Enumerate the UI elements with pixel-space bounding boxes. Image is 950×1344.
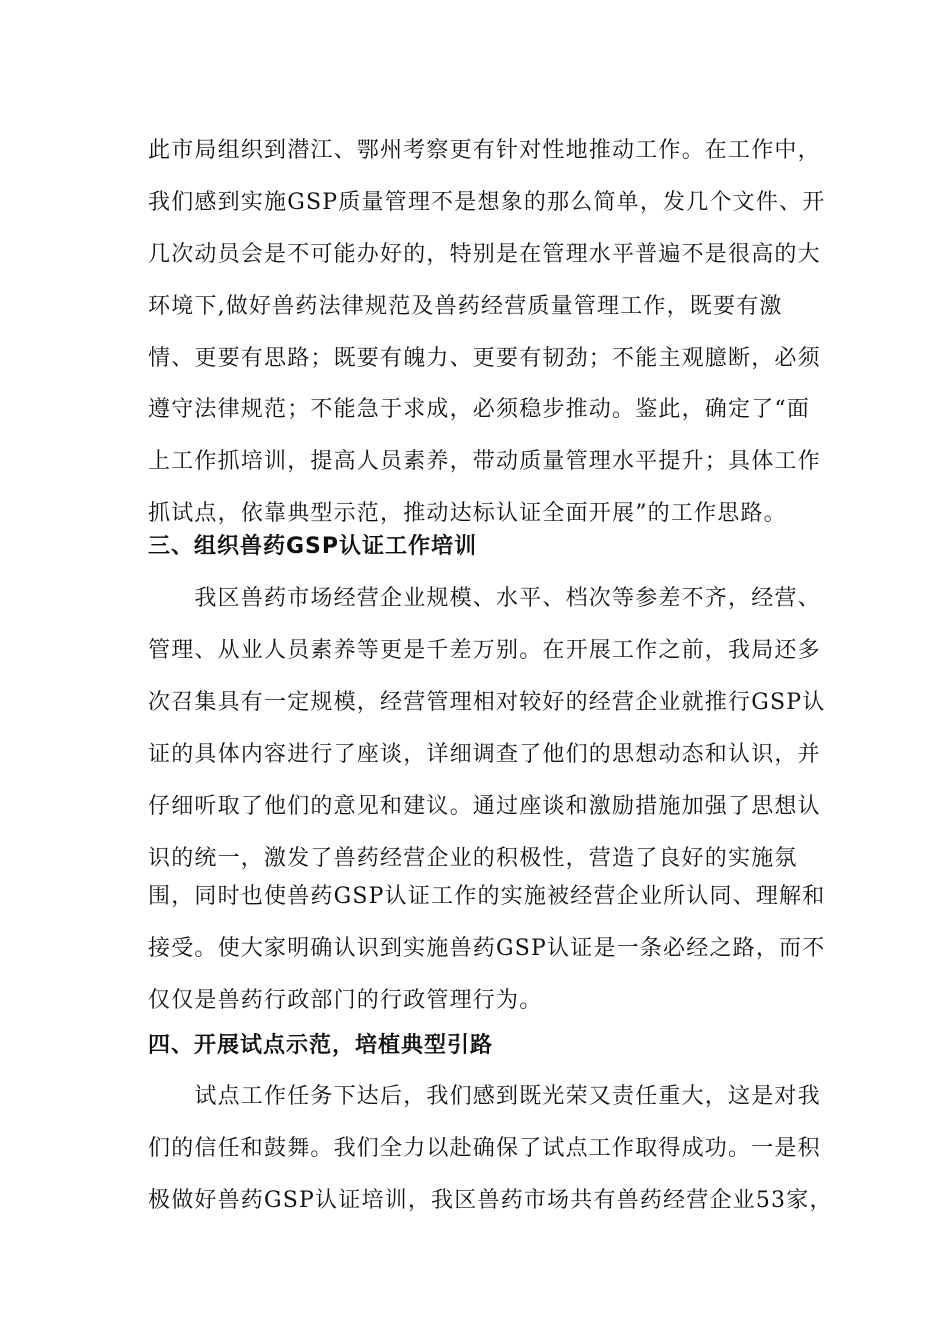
paragraph-line: 接受。使大家明确认识到实施兽药GSP认证是一条必经之路，而不 [148,936,826,961]
section-heading: 三、组织兽药GSP认证工作培训 [148,534,478,559]
paragraph-line: 试点工作任务下达后，我们感到既光荣又责任重大，这是对我 [148,1084,821,1109]
paragraph-line: 上工作抓培训，提高人员素养，带动质量管理水平提升；具体工作 [148,449,821,474]
paragraph-line: 管理、从业人员素养等更是千差万别。在开展工作之前，我局还多 [148,638,821,663]
paragraph-line: 围，同时也使兽药GSP认证工作的实施被经营企业所认同、理解和 [148,884,826,909]
paragraph-line: 们的信任和鼓舞。我们全力以赴确保了试点工作取得成功。一是积 [148,1136,821,1161]
paragraph-line: 我们感到实施GSP质量管理不是想象的那么简单，发几个文件、开 [148,190,826,215]
paragraph-line: 抓试点，依靠典型示范，推动达标认证全面开展”的工作思路。 [148,501,787,526]
paragraph-line: 仅仅是兽药行政部门的行政管理行为。 [148,988,543,1013]
paragraph-line: 极做好兽药GSP认证培训，我区兽药市场共有兽药经营企业53家， [148,1188,833,1213]
paragraph-line: 环境下,做好兽药法律规范及兽药经营质量管理工作，既要有激 [148,294,783,319]
paragraph-line: 次召集具有一定规模，经营管理相对较好的经营企业就推行GSP认 [148,690,826,715]
paragraph-line: 几次动员会是不可能办好的，特别是在管理水平普遍不是很高的大 [148,242,821,267]
paragraph-line: 证的具体内容进行了座谈，详细调查了他们的思想动态和认识，并 [148,742,821,767]
paragraph-line: 我区兽药市场经营企业规模、水平、档次等参差不齐，经营、 [148,586,821,611]
paragraph-line: 识的统一，激发了兽药经营企业的积极性，营造了良好的实施氛 [148,846,798,871]
paragraph-line: 仔细听取了他们的意见和建议。通过座谈和激励措施加强了思想认 [148,794,821,819]
paragraph-line: 情、更要有思路；既要有魄力、更要有韧劲；不能主观臆断，必须 [148,346,821,371]
paragraph-line: 遵守法律规范；不能急于求成，必须稳步推动。鉴此，确定了“面 [148,397,811,422]
paragraph-line: 此市局组织到潜江、鄂州考察更有针对性地推动工作。在工作中， [148,138,821,163]
section-heading: 四、开展试点示范，培植典型引路 [148,1033,494,1058]
